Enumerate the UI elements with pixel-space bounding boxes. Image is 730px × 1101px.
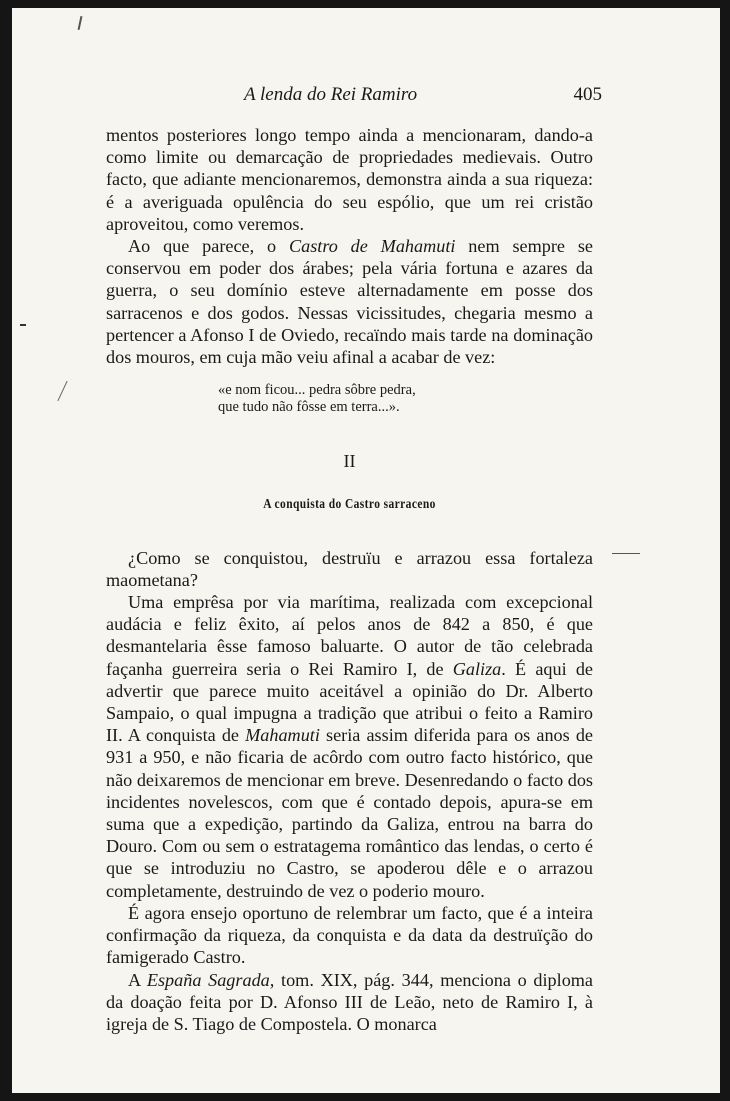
quote-line: que tudo não fôsse em terra...».: [218, 399, 400, 416]
paragraph: É agora ensejo oportuno de relembrar um facto, que é a inteira confirmação da riqueza, da conquista e da data da destruïção do famigerado Castro.: [106, 902, 593, 968]
section-number: II: [343, 451, 356, 472]
quote-line: «e nom ficou... pedra sôbre pedra,: [218, 382, 416, 399]
scan-speck: [57, 381, 67, 401]
page-number: 405: [573, 84, 602, 105]
paragraph: ¿Como se conquistou, destruïu e arrazou essa fortaleza maometana?: [106, 547, 593, 590]
italic-term: Galiza: [452, 658, 502, 679]
running-title: A lenda do Rei Ramiro: [244, 84, 418, 105]
section-title: A conquista do Castro sarraceno: [263, 497, 436, 513]
italic-term: España Sagrada,: [146, 969, 275, 990]
block-quote: [106, 382, 593, 416]
scan-speck: [78, 16, 83, 30]
paragraph: mentos posteriores longo tempo ainda a mencionaram, dando-a como limite ou demarcação de propriedades medievais. Outro facto, que adiante mencionaremos, demonstra ainda a sua riqueza: é a averiguada opulência do seu espólio, que um rei cristão aproveitou, como veremos.: [106, 125, 593, 234]
paragraph: Uma emprêsa por via marítima, realizada com excepcional audácia e feliz êxito, aí pelos anos de 842 a 850, é que desmantelaria êsse famoso baluarte. O autor de tão celebrada façanha guerreira seria o Rei Ramiro I, de Galiza. É aqui de advertir que parece muito aceitável a opinião do Dr. Alberto Sampaio, o qual impugna a tradição que atribui o feito a Ramiro II. A conquista de Mahamuti seria assim diferida para os anos de 931 a 950, e não ficaria de acôrdo com outro facto histórico, que não deixaremos de mencionar em breve. Desenredando o facto dos incidentes novelescos, com que é contado depois, apura-se em suma que a expedição, partindo da Galiza, entrou na barra do Douro. Com ou sem o estratagema romântico das lendas, o certo é que se introduziu no Castro, se apoderou dêle e o arrazou completamente, destruindo de vez o poderio mouro.: [106, 592, 593, 901]
running-header: [12, 84, 720, 108]
margin-mark: [20, 324, 26, 326]
margin-mark: [612, 553, 640, 554]
paragraph: A España Sagrada, tom. XIX, pág. 344, menciona o diploma da doação feita por D. Afonso III de Leão, neto de Ramiro I, à igreja de S. Tiago de Compostela. O monarca: [106, 969, 594, 1034]
paragraph: Ao que parece, o Castro de Mahamuti nem sempre se conservou em poder dos árabes; pela vária fortuna e azares da guerra, o seu domínio esteve alternadamente em posse dos sarracenos e dos godos. Nessas vicissitudes, chegaria mesmo a pertencer a Afonso I de Oviedo, recaïndo mais tarde na dominação dos mouros, em cuja mão veiu afinal a acabar de vez:: [106, 236, 593, 368]
italic-term: Mahamuti: [245, 725, 320, 746]
italic-term: Castro de Mahamuti: [288, 236, 456, 257]
book-page: [12, 8, 720, 1093]
page-body: [106, 124, 593, 1035]
